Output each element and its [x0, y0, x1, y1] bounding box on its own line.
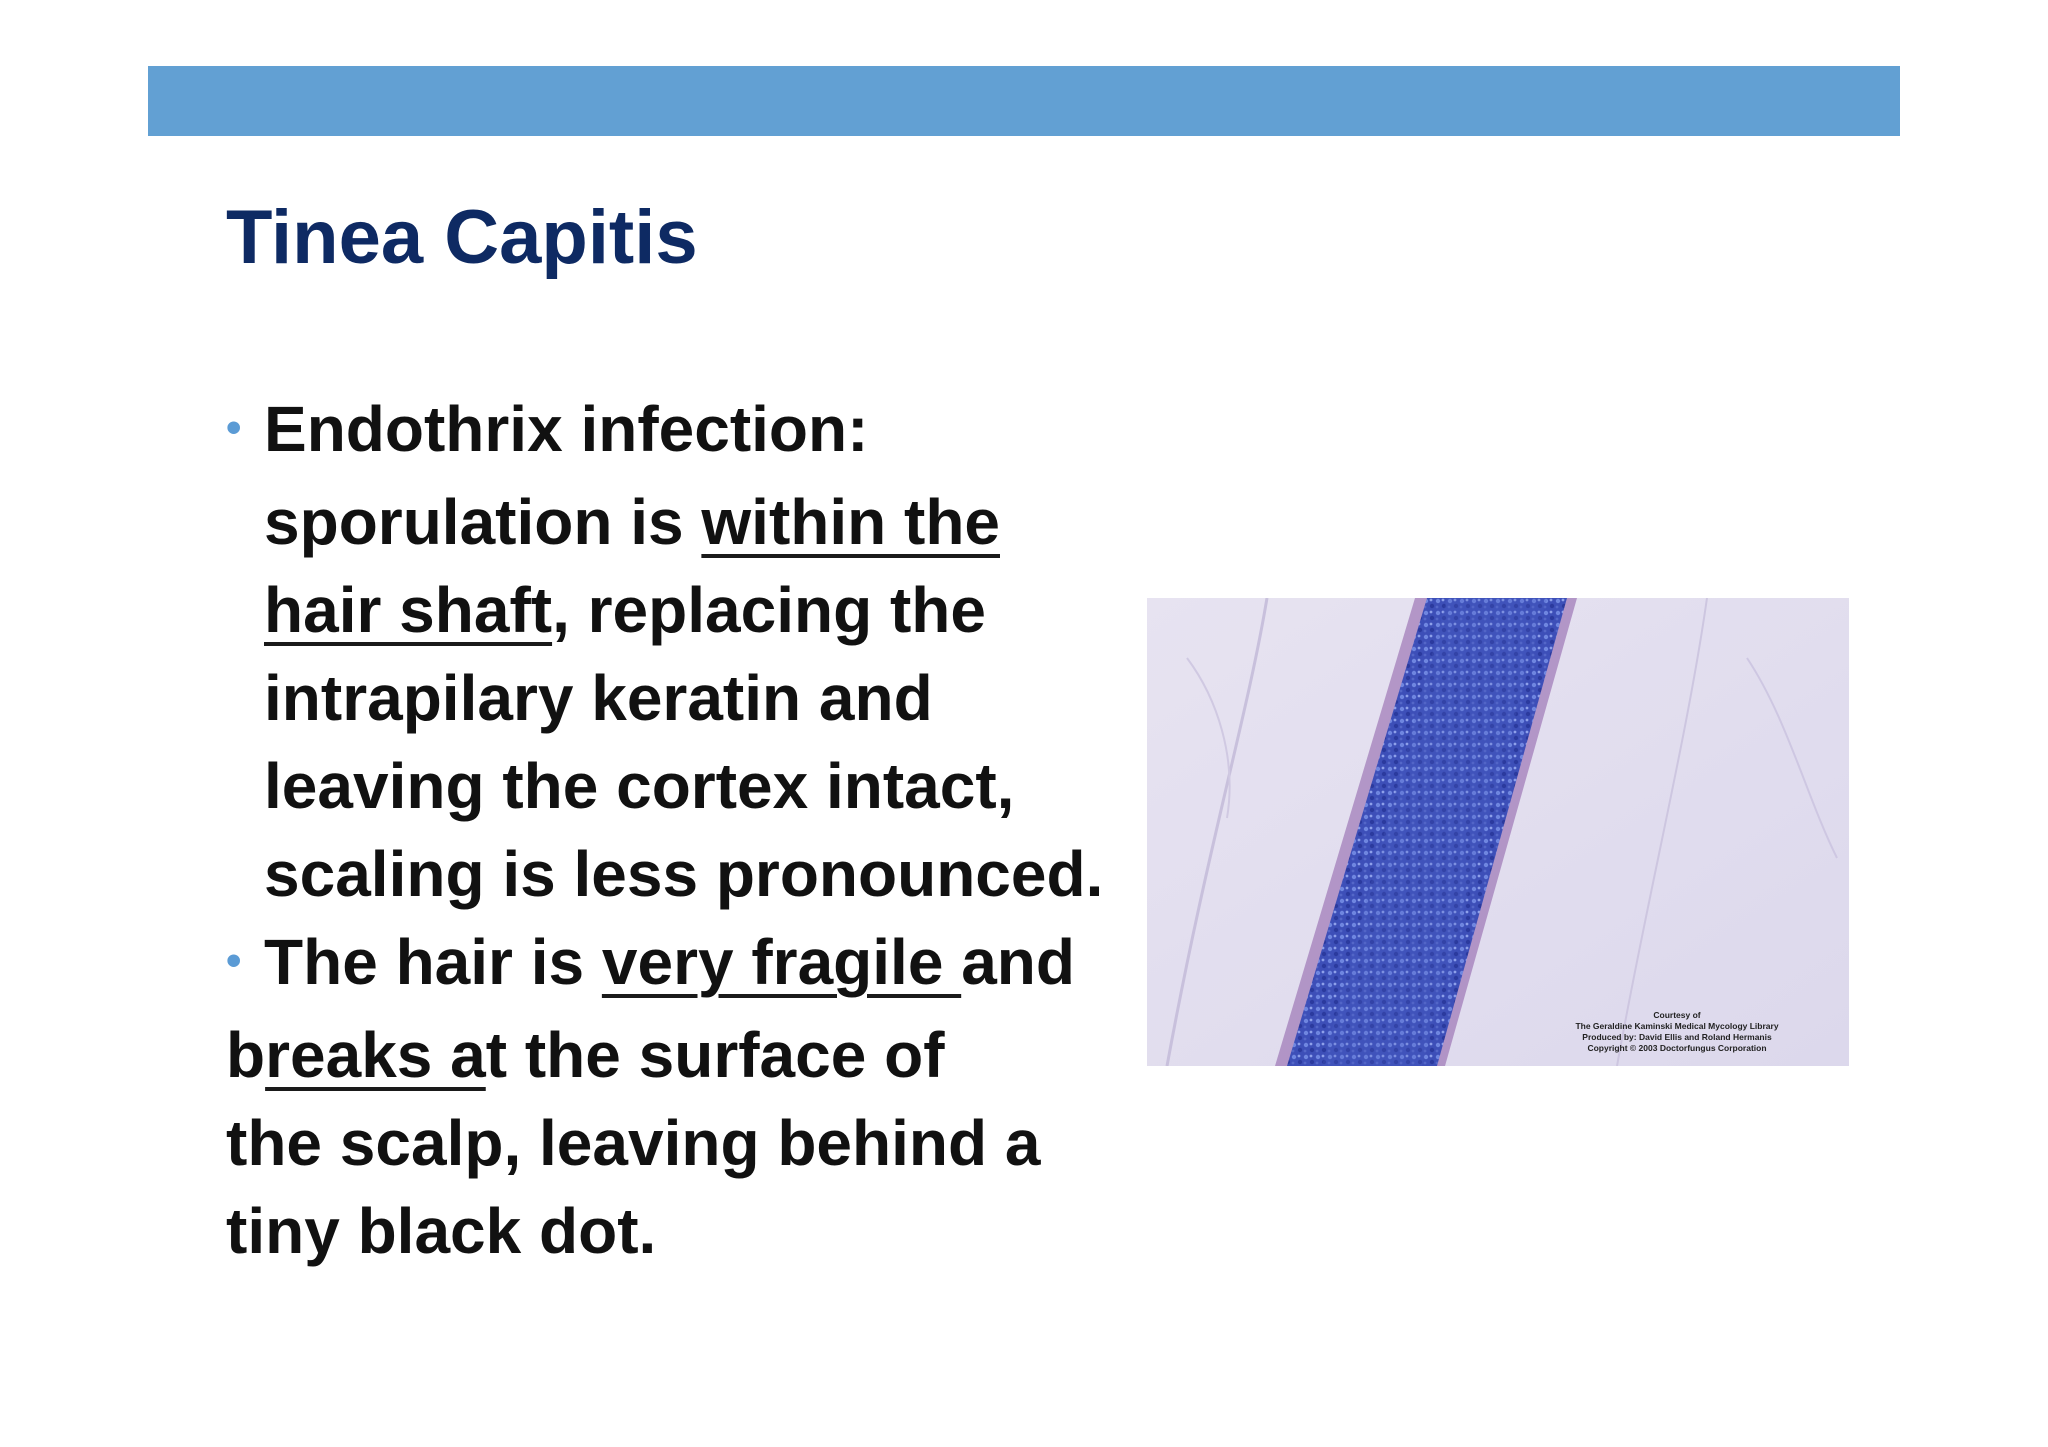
bullet-text: t the surface of [485, 1019, 945, 1092]
bullet-text: Endothrix infection: [264, 393, 869, 465]
credit-line: Produced by: David Ellis and Roland Hermanis [1582, 1032, 1772, 1042]
credit-line: Copyright © 2003 Doctorfungus Corporation [1587, 1043, 1767, 1053]
bullet-item-endothrix [226, 385, 1106, 918]
bullet-line [226, 742, 1106, 830]
bullet-line [226, 1011, 1106, 1099]
underlined-text: hair shaft [264, 574, 553, 647]
bullet-text: the scalp, leaving behind a [226, 1107, 1041, 1180]
slide-title: Tinea Capitis [226, 195, 698, 280]
bullet-text: leaving the cortex intact, [264, 750, 1015, 823]
bullet-text: sporulation is [264, 486, 702, 559]
bullet-line [226, 385, 1106, 478]
bullet-text: intrapilary keratin and [264, 662, 933, 735]
credit-line: The Geraldine Kaminski Medical Mycology Library [1575, 1021, 1779, 1031]
bullet-line [226, 654, 1106, 742]
bullet-text: , replacing the [552, 574, 986, 647]
bullet-line [226, 1099, 1106, 1187]
bullet-line [226, 1187, 1106, 1275]
underlined-text: very fragile [601, 926, 962, 999]
underlined-text: reaks a [265, 1019, 486, 1092]
bullet-dot-icon: • [226, 403, 242, 453]
hair-shaft-micrograph [1147, 598, 1849, 1066]
credit-line: Courtesy of [1653, 1010, 1701, 1020]
bullet-text: The hair is [264, 926, 602, 999]
micrograph-image [1147, 598, 1849, 1066]
bullet-item-fragile-hair [226, 918, 1106, 1275]
underlined-text: within the [701, 486, 1000, 559]
bullet-line [226, 478, 1106, 566]
bullet-text: scaling is less pronounced. [264, 838, 1104, 911]
bullet-text: and [961, 926, 1075, 999]
bullet-dot-icon: • [226, 936, 242, 986]
bullet-line [226, 566, 1106, 654]
bullet-line [226, 830, 1106, 918]
bullet-line [226, 918, 1106, 1011]
header-accent-bar [148, 66, 1900, 136]
image-credit [1527, 1010, 1827, 1054]
bullet-text: b [226, 1019, 266, 1092]
bullet-text: tiny black dot. [226, 1195, 657, 1268]
bullet-list [226, 385, 1106, 1275]
